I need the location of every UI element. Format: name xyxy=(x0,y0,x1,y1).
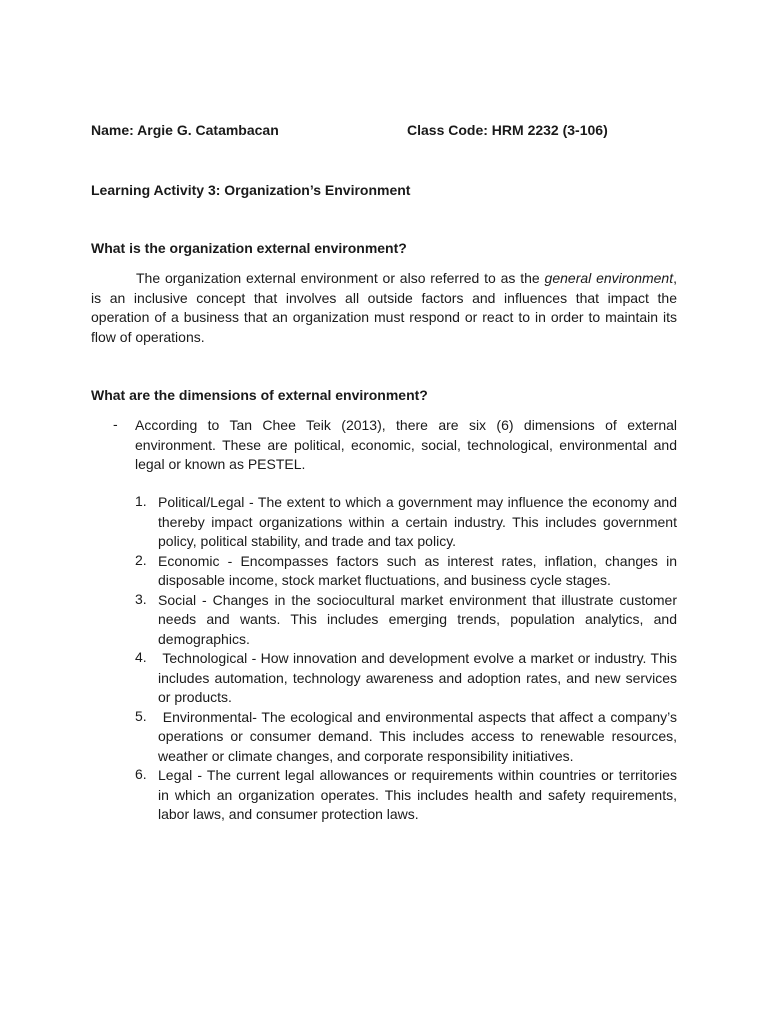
list-item xyxy=(91,591,677,650)
list-item-number: 6. xyxy=(135,766,147,782)
list-item xyxy=(91,552,677,591)
list-item-number: 3. xyxy=(135,590,147,607)
list-item-number: 2. xyxy=(135,551,147,568)
dash-bullet: - xyxy=(113,416,118,432)
list-item xyxy=(91,707,681,767)
list-item-number: 1. xyxy=(135,493,147,509)
list-item-text: Political/Legal - The extent to which a government may influence the economy and thereby impact organizations within a certain industry. This includes government policy, political stability, and trade and tax policy. xyxy=(158,494,677,549)
header-row xyxy=(91,122,691,142)
list-item xyxy=(91,493,677,552)
list-item xyxy=(91,766,677,825)
list-item-text: Environmental- The ecological and environmental aspects that affect a company’s operations or consumer demand. This includes access to renewable resources, weather or climate changes, and corporate responsibility initiatives. xyxy=(158,708,681,764)
list-item-text: Economic - Encompasses factors such as interest rates, inflation, changes in disposable income, stock market fluctuations, and business cycle stages. xyxy=(158,552,677,588)
dimensions-intro-text: According to Tan Chee Teik (2013), there are six (6) dimensions of external environment. These are political, economic, social, technological, environmental and legal or known as PESTEL. xyxy=(135,417,677,472)
answer-part-1: The organization external environment or also referred to as the xyxy=(136,270,545,286)
list-item-number: 4. xyxy=(135,649,147,665)
class-code: Class Code: HRM 2232 (3-106) xyxy=(407,122,608,138)
answer-part-2: , is an inclusive concept that involves all outside factors and influences that impact the operation of a business that an organization must respond or react to in order to maintain its flow of operations. xyxy=(91,270,678,345)
student-name: Name: Argie G. Catambacan xyxy=(91,122,279,138)
list-item-number: 5. xyxy=(135,707,147,724)
list-item-text: Social - Changes in the sociocultural market environment that illustrate customer needs and wants. This includes emerging trends, population analytics, and demographics. xyxy=(158,591,677,647)
list-item-text: Legal - The current legal allowances or requirements within countries or territories in which an organization operates. This includes health and safety requirements, labor laws, and consumer protection laws. xyxy=(158,767,677,822)
question-1-heading: What is the organization external environment? xyxy=(91,240,407,256)
list-item xyxy=(91,649,681,708)
question-1-answer xyxy=(91,269,677,347)
activity-title: Learning Activity 3: Organization’s Environment xyxy=(91,182,411,198)
question-2-heading: What are the dimensions of external environment? xyxy=(91,387,428,403)
list-item-text: Technological - How innovation and development evolve a market or industry. This includes automation, technology awareness and adoption rates, and new services or products. xyxy=(158,650,681,705)
dimensions-list xyxy=(91,493,681,825)
answer-italic-term: general environment xyxy=(544,270,674,286)
